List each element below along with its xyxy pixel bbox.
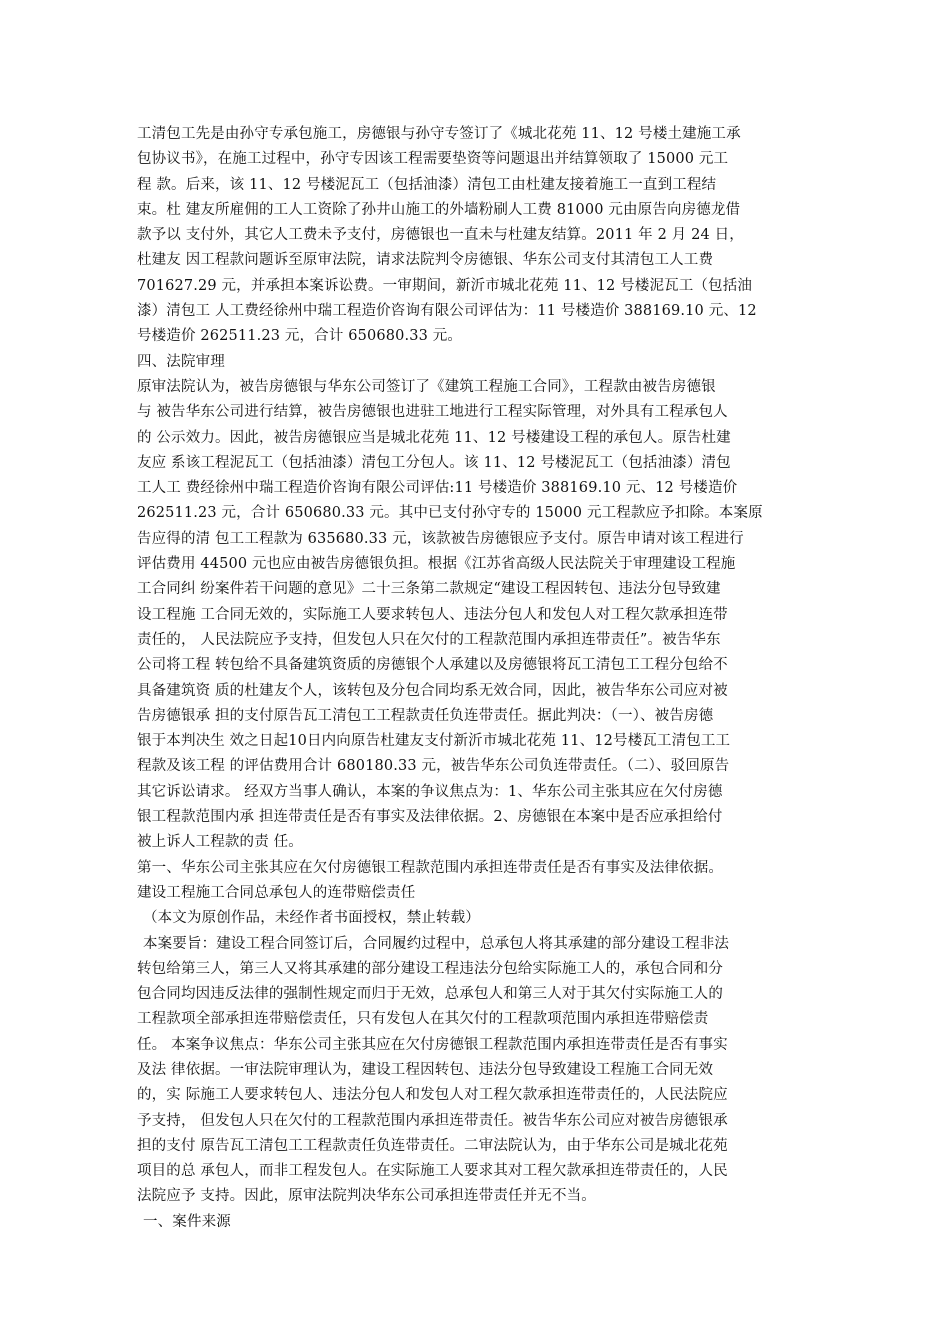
paragraph-line: 漆）清包工 人工费经徐州中瑞工程造价咨询有限公司评估为：11 号楼造价 388169.10 元、12 — [137, 303, 757, 320]
paragraph-line: 法院应予 支持。因此，原审法院判决华东公司承担连带责任并无不当。 — [137, 1188, 596, 1205]
paragraph-line: 杜建友 因工程款问题诉至原审法院，请求法院判令房德银、华东公司支付其清包工人工费 — [137, 252, 714, 269]
paragraph-line: 束。杜 建友所雇佣的工人工资除了孙井山施工的外墙粉刷人工费 81000 元由原告向房德龙借 — [137, 201, 741, 218]
paragraph-line: 的 公示效力。因此，被告房德银应当是城北花苑 11、12 号楼建设工程的承包人。原告杜建 — [137, 429, 731, 446]
paragraph-line: 公司将工程 转包给不具备建筑资质的房德银个人承建以及房德银将瓦工清包工工程分包给不 — [137, 657, 728, 674]
paragraph-line: 任。 本案争议焦点：华东公司主张其应在欠付房德银工程款范围内承担连带责任是否有事实 — [137, 1036, 728, 1053]
paragraph-line: 原审法院认为，被告房德银与华东公司签订了《建筑工程施工合同》，工程款由被告房德银 — [137, 378, 716, 395]
paragraph-line: 262511.23 元，合计 650680.33 元。其中已支付孙守专的 15000 元工程款应予扣除。本案原 — [137, 505, 763, 522]
paragraph-line: 设工程施 工合同无效的，实际施工人要求转包人、违法分包人和发包人对工程欠款承担连带 — [137, 606, 728, 623]
paragraph-line: 与 被告华东公司进行结算，被告房德银也进驻工地进行工程实际管理，对外具有工程承包人 — [137, 404, 728, 421]
copyright-notice: （本文为原创作品，未经作者书面授权，禁止转载） — [143, 910, 480, 927]
paragraph-line: 予支持， 但发包人只在欠付的工程款范围内承担连带责任。被告华东公司应对被告房德银承 — [137, 1112, 728, 1129]
section-heading: 四、法院审理 — [137, 353, 225, 370]
paragraph-line: 告应得的清 包工工程款为 635680.33 元，该款被告房德银应予支付。原告申请对该工程进行 — [137, 530, 744, 547]
paragraph-line: 程款及该工程 的评估费用合计 680180.33 元，被告华东公司负连带责任。（二）、驳回原告 — [137, 758, 730, 775]
paragraph-line: 及法 律依据。一审法院审理认为，建设工程因转包、违法分包导致建设工程施工合同无效 — [137, 1061, 714, 1078]
paragraph-line: 工清包工先是由孙守专承包施工，房德银与孙守专签订了《城北花苑 11、12 号楼土建施工承 — [137, 126, 741, 142]
paragraph-line: 款予以 支付外，其它人工费未予支付，房德银也一直未与杜建友结算。2011 年 2 月 24 日， — [137, 227, 744, 244]
paragraph-line: 转包给第三人，第三人又将其承建的部分建设工程违法分包给实际施工人的，承包合同和分 — [137, 960, 723, 977]
paragraph-line: 包协议书》，在施工过程中，孙守专因该工程需要垫资等问题退出并结算领取了 15000 元工 — [137, 151, 729, 168]
paragraph-line: 项目的总 承包人，而非工程发包人。在实际施工人要求其对工程欠款承担连带责任的，人民 — [137, 1163, 728, 1180]
article-title: 建设工程施工合同总承包人的连带赔偿责任 — [137, 884, 416, 901]
document-body — [137, 122, 827, 1235]
section-heading: 一、案件来源 — [143, 1213, 231, 1230]
paragraph-line: 担的支付 原告瓦工清包工工程款责任负连带责任。二审法院认为，由于华东公司是城北花苑 — [137, 1137, 728, 1154]
paragraph-line: 责任的， 人民法院应予支持，但发包人只在欠付的工程款范围内承担连带责任”。被告华东 — [137, 631, 721, 648]
paragraph-line: 具备建筑资 质的杜建友个人，该转包及分包合同均系无效合同，因此，被告华东公司应对被 — [137, 682, 728, 699]
paragraph-line: 银工程款范围内承 担连带责任是否有事实及法律依据。2、房德银在本案中是否应承担给付 — [137, 809, 723, 826]
paragraph-line: 银于本判决生 效之日起10日内向原告杜建友支付新沂市城北花苑 11、12号楼瓦工清包工工 — [137, 733, 731, 750]
paragraph-line: 本案要旨：建设工程合同签订后，合同履约过程中，总承包人将其承建的部分建设工程非法 — [143, 935, 729, 952]
paragraph-line: 包合同均因违反法律的强制性规定而归于无效，总承包人和第三人对于其欠付实际施工人的 — [137, 986, 723, 1003]
paragraph-line: 号楼造价 262511.23 元，合计 650680.33 元。 — [137, 328, 463, 345]
paragraph-line: 告房德银承 担的支付原告瓦工清包工工程款责任负连带责任。据此判决：（一）、被告房德 — [137, 707, 714, 724]
paragraph-line: 友应 系该工程泥瓦工（包括油漆）清包工分包人。该 11、12 号楼泥瓦工（包括油漆）清包 — [137, 454, 731, 471]
paragraph-line: 工人工 费经徐州中瑞工程造价咨询有限公司评估:11 号楼造价 388169.10 元、12 号楼造价 — [137, 480, 738, 497]
paragraph-line: 被上诉人工程款的责 任。 — [137, 834, 303, 851]
paragraph-line: 工合同纠 纷案件若干问题的意见》二十三条第二款规定“建设工程因转包、违法分包导致建 — [137, 581, 721, 598]
paragraph-line: 程 款。后来，该 11、12 号楼泥瓦工（包括油漆）清包工由杜建友接着施工一直到工程结 — [137, 176, 717, 193]
paragraph-line: 第一、华东公司主张其应在欠付房德银工程款范围内承担连带责任是否有事实及法律依据。 — [137, 859, 723, 876]
paragraph-line: 评估费用 44500 元也应由被告房德银负担。根据《江苏省高级人民法院关于审理建设工程施 — [137, 556, 736, 573]
paragraph-line: 的，实 际施工人要求转包人、违法分包人和发包人对工程欠款承担连带责任的，人民法院应 — [137, 1087, 728, 1104]
paragraph-line: 701627.29 元，并承担本案诉讼费。一审期间，新沂市城北花苑 11、12 号楼泥瓦工（包括油 — [137, 277, 752, 294]
paragraph-line: 其它诉讼请求。 经双方当事人确认，本案的争议焦点为：1、华东公司主张其应在欠付房德 — [137, 783, 723, 800]
paragraph-line: 工程款项全部承担连带赔偿责任，只有发包人在其欠付的工程款项范围内承担连带赔偿责 — [137, 1011, 709, 1028]
